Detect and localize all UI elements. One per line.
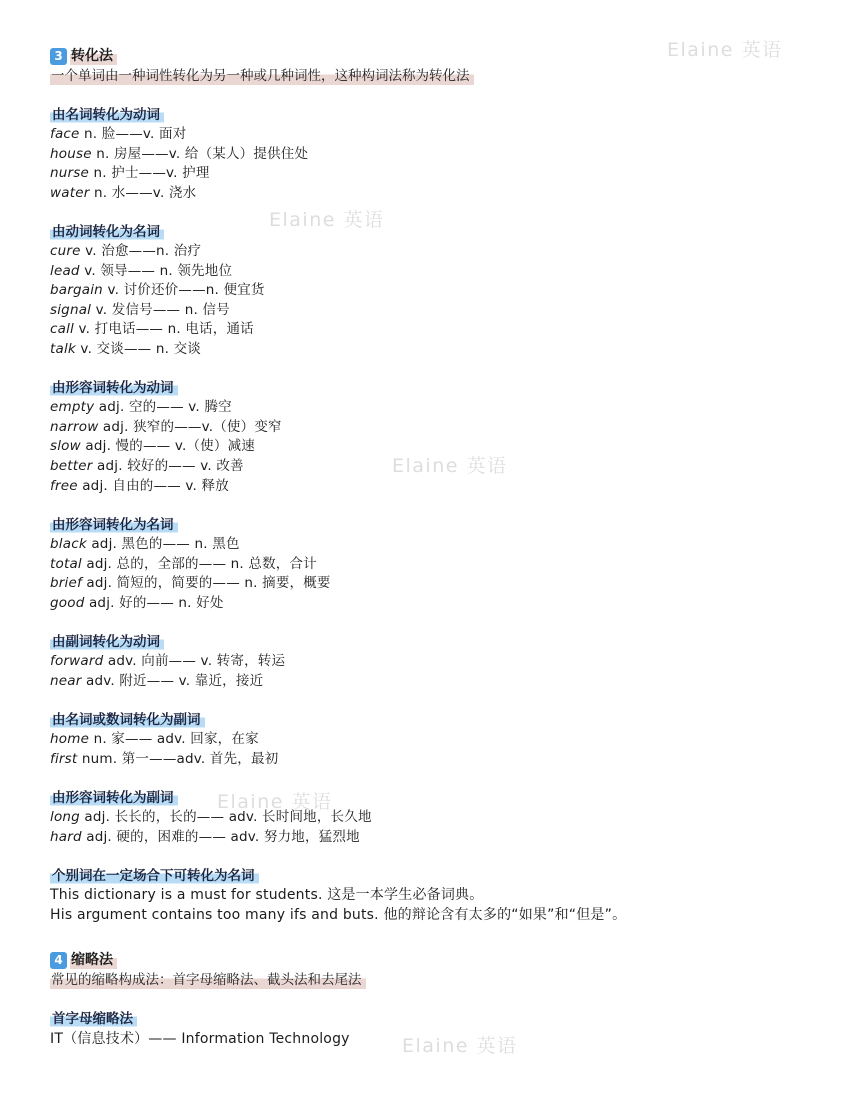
entry-text: n. 房屋——v. 给（某人）提供住处: [91, 146, 309, 162]
group-heading: 由名词或数词转化为副词: [50, 711, 205, 729]
entry-text: adj. 狭窄的——v.（使）变窄: [98, 419, 282, 435]
entry-line: [50, 418, 282, 437]
entry-text: v. 治愈——n. 治疗: [80, 243, 202, 259]
entry-word: lead: [50, 263, 80, 279]
entry-line: [50, 398, 232, 417]
entry-text: v. 交谈—— n. 交谈: [75, 341, 201, 357]
entry-line: [50, 301, 230, 320]
watermark: Elaine 英语: [269, 209, 385, 231]
entry-line: [50, 184, 196, 203]
entry-word: near: [50, 673, 82, 689]
group-heading: 首字母缩略法: [50, 1010, 137, 1028]
entry-line: [50, 535, 240, 554]
entry-line: [50, 808, 372, 827]
entry-word: long: [50, 809, 80, 825]
entry-line: [50, 125, 186, 144]
entry-text: adj. 硬的，困难的—— adv. 努力地，猛烈地: [81, 829, 360, 845]
entry-line: [50, 477, 229, 496]
entry-word: hard: [50, 829, 82, 845]
entry-text: v. 发信号—— n. 信号: [91, 302, 230, 318]
entry-text: adj. 空的—— v. 腾空: [94, 399, 232, 415]
entry-text: adj. 简短的，简要的—— n. 摘要，概要: [81, 575, 331, 591]
entry-word: home: [50, 731, 90, 747]
entry-line: [50, 457, 244, 476]
group-heading: 由形容词转化为动词: [50, 379, 178, 397]
entry-word: cure: [50, 243, 81, 259]
entry-word: total: [50, 556, 82, 572]
entry-word: better: [50, 458, 93, 474]
entry-text: adj. 较好的—— v. 改善: [92, 458, 244, 474]
entry-word: house: [50, 146, 92, 162]
entry-text: n. 家—— adv. 回家，在家: [89, 731, 259, 747]
entry-word: slow: [50, 438, 81, 454]
group-heading: 个别词在一定场合下可转化为名词: [50, 867, 259, 885]
entry-line: [50, 574, 331, 593]
entry-line: [50, 730, 259, 749]
section-intro: 常见的缩略构成法：首字母缩略法、截头法和去尾法: [50, 971, 366, 990]
entry-word: empty: [50, 399, 95, 415]
entry-line: [50, 828, 360, 847]
section-intro: 一个单词由一种词性转化为另一种或几种词性，这种构词法称为转化法: [50, 67, 474, 86]
watermark: Elaine 英语: [402, 1035, 518, 1057]
group-heading: 由形容词转化为副词: [50, 789, 178, 807]
entry-text: adj. 自由的—— v. 释放: [77, 478, 229, 494]
group-heading: 由动词转化为名词: [50, 223, 164, 241]
entry-text: n. 脸——v. 面对: [79, 126, 187, 142]
entry-text: adj. 总的，全部的—— n. 总数，合计: [81, 556, 317, 572]
entry-line: [50, 340, 201, 359]
group-heading: 由副词转化为动词: [50, 633, 164, 651]
entry-text: adv. 附近—— v. 靠近，接近: [81, 673, 264, 689]
entry-line: [50, 555, 317, 574]
entry-text: adv. 向前—— v. 转寄，转运: [103, 653, 286, 669]
section-title-text: 转化法: [70, 46, 117, 66]
entry-text: n. 护士——v. 护理: [89, 165, 210, 181]
entry-line: [50, 672, 263, 691]
entry-word: talk: [50, 341, 76, 357]
watermark: Elaine 英语: [392, 455, 508, 477]
entry-text: v. 领导—— n. 领先地位: [79, 263, 233, 279]
entry-text: v. 打电话—— n. 电话，通话: [74, 321, 254, 337]
entry-line: [50, 164, 210, 183]
entry-word: nurse: [50, 165, 90, 181]
entry-line: IT（信息技术）—— Information Technology: [50, 1031, 350, 1047]
entry-text: num. 第一——adv. 首先，最初: [77, 751, 279, 767]
entry-word: black: [50, 536, 87, 552]
watermark: Elaine 英语: [667, 39, 783, 61]
entry-line: [50, 750, 278, 769]
entry-line: [50, 262, 232, 281]
entry-text: adj. 慢的—— v.（使）减速: [80, 438, 255, 454]
group-heading: 由形容词转化为名词: [50, 516, 178, 534]
example-sentence: His argument contains too many ifs and buts. 他的辩论含有太多的“如果”和“但是”。: [50, 907, 627, 923]
entry-line: [50, 242, 201, 261]
entry-text: adj. 好的—— n. 好处: [84, 595, 224, 611]
entry-text: adj. 长长的，长的—— adv. 长时间地，长久地: [79, 809, 372, 825]
section-number-badge: 4: [50, 952, 67, 969]
group-heading: 由名词转化为动词: [50, 106, 164, 124]
entry-line: [50, 320, 254, 339]
section-title-text: 缩略法: [70, 950, 117, 970]
section-title: [50, 950, 117, 970]
entry-text: v. 讨价还价——n. 便宜货: [102, 282, 265, 298]
entry-word: signal: [50, 302, 92, 318]
entry-line: [50, 145, 308, 164]
entry-word: free: [50, 478, 78, 494]
section-number-badge: 3: [50, 48, 67, 65]
entry-word: forward: [50, 653, 104, 669]
entry-text: adj. 黑色的—— n. 黑色: [86, 536, 240, 552]
entry-line: [50, 652, 285, 671]
entry-line: [50, 281, 265, 300]
section-title: [50, 46, 117, 66]
entry-word: narrow: [50, 419, 99, 435]
entry-word: good: [50, 595, 85, 611]
entry-word: bargain: [50, 282, 103, 298]
entry-word: water: [50, 185, 90, 201]
entry-line: [50, 594, 224, 613]
watermark: Elaine 英语: [217, 791, 333, 813]
entry-word: call: [50, 321, 74, 337]
entry-word: brief: [50, 575, 82, 591]
entry-line: [50, 437, 255, 456]
entry-text: n. 水——v. 浇水: [89, 185, 197, 201]
entry-word: first: [50, 751, 78, 767]
example-sentence: This dictionary is a must for students. 这是一本学生必备词典。: [50, 887, 484, 903]
entry-word: face: [50, 126, 80, 142]
